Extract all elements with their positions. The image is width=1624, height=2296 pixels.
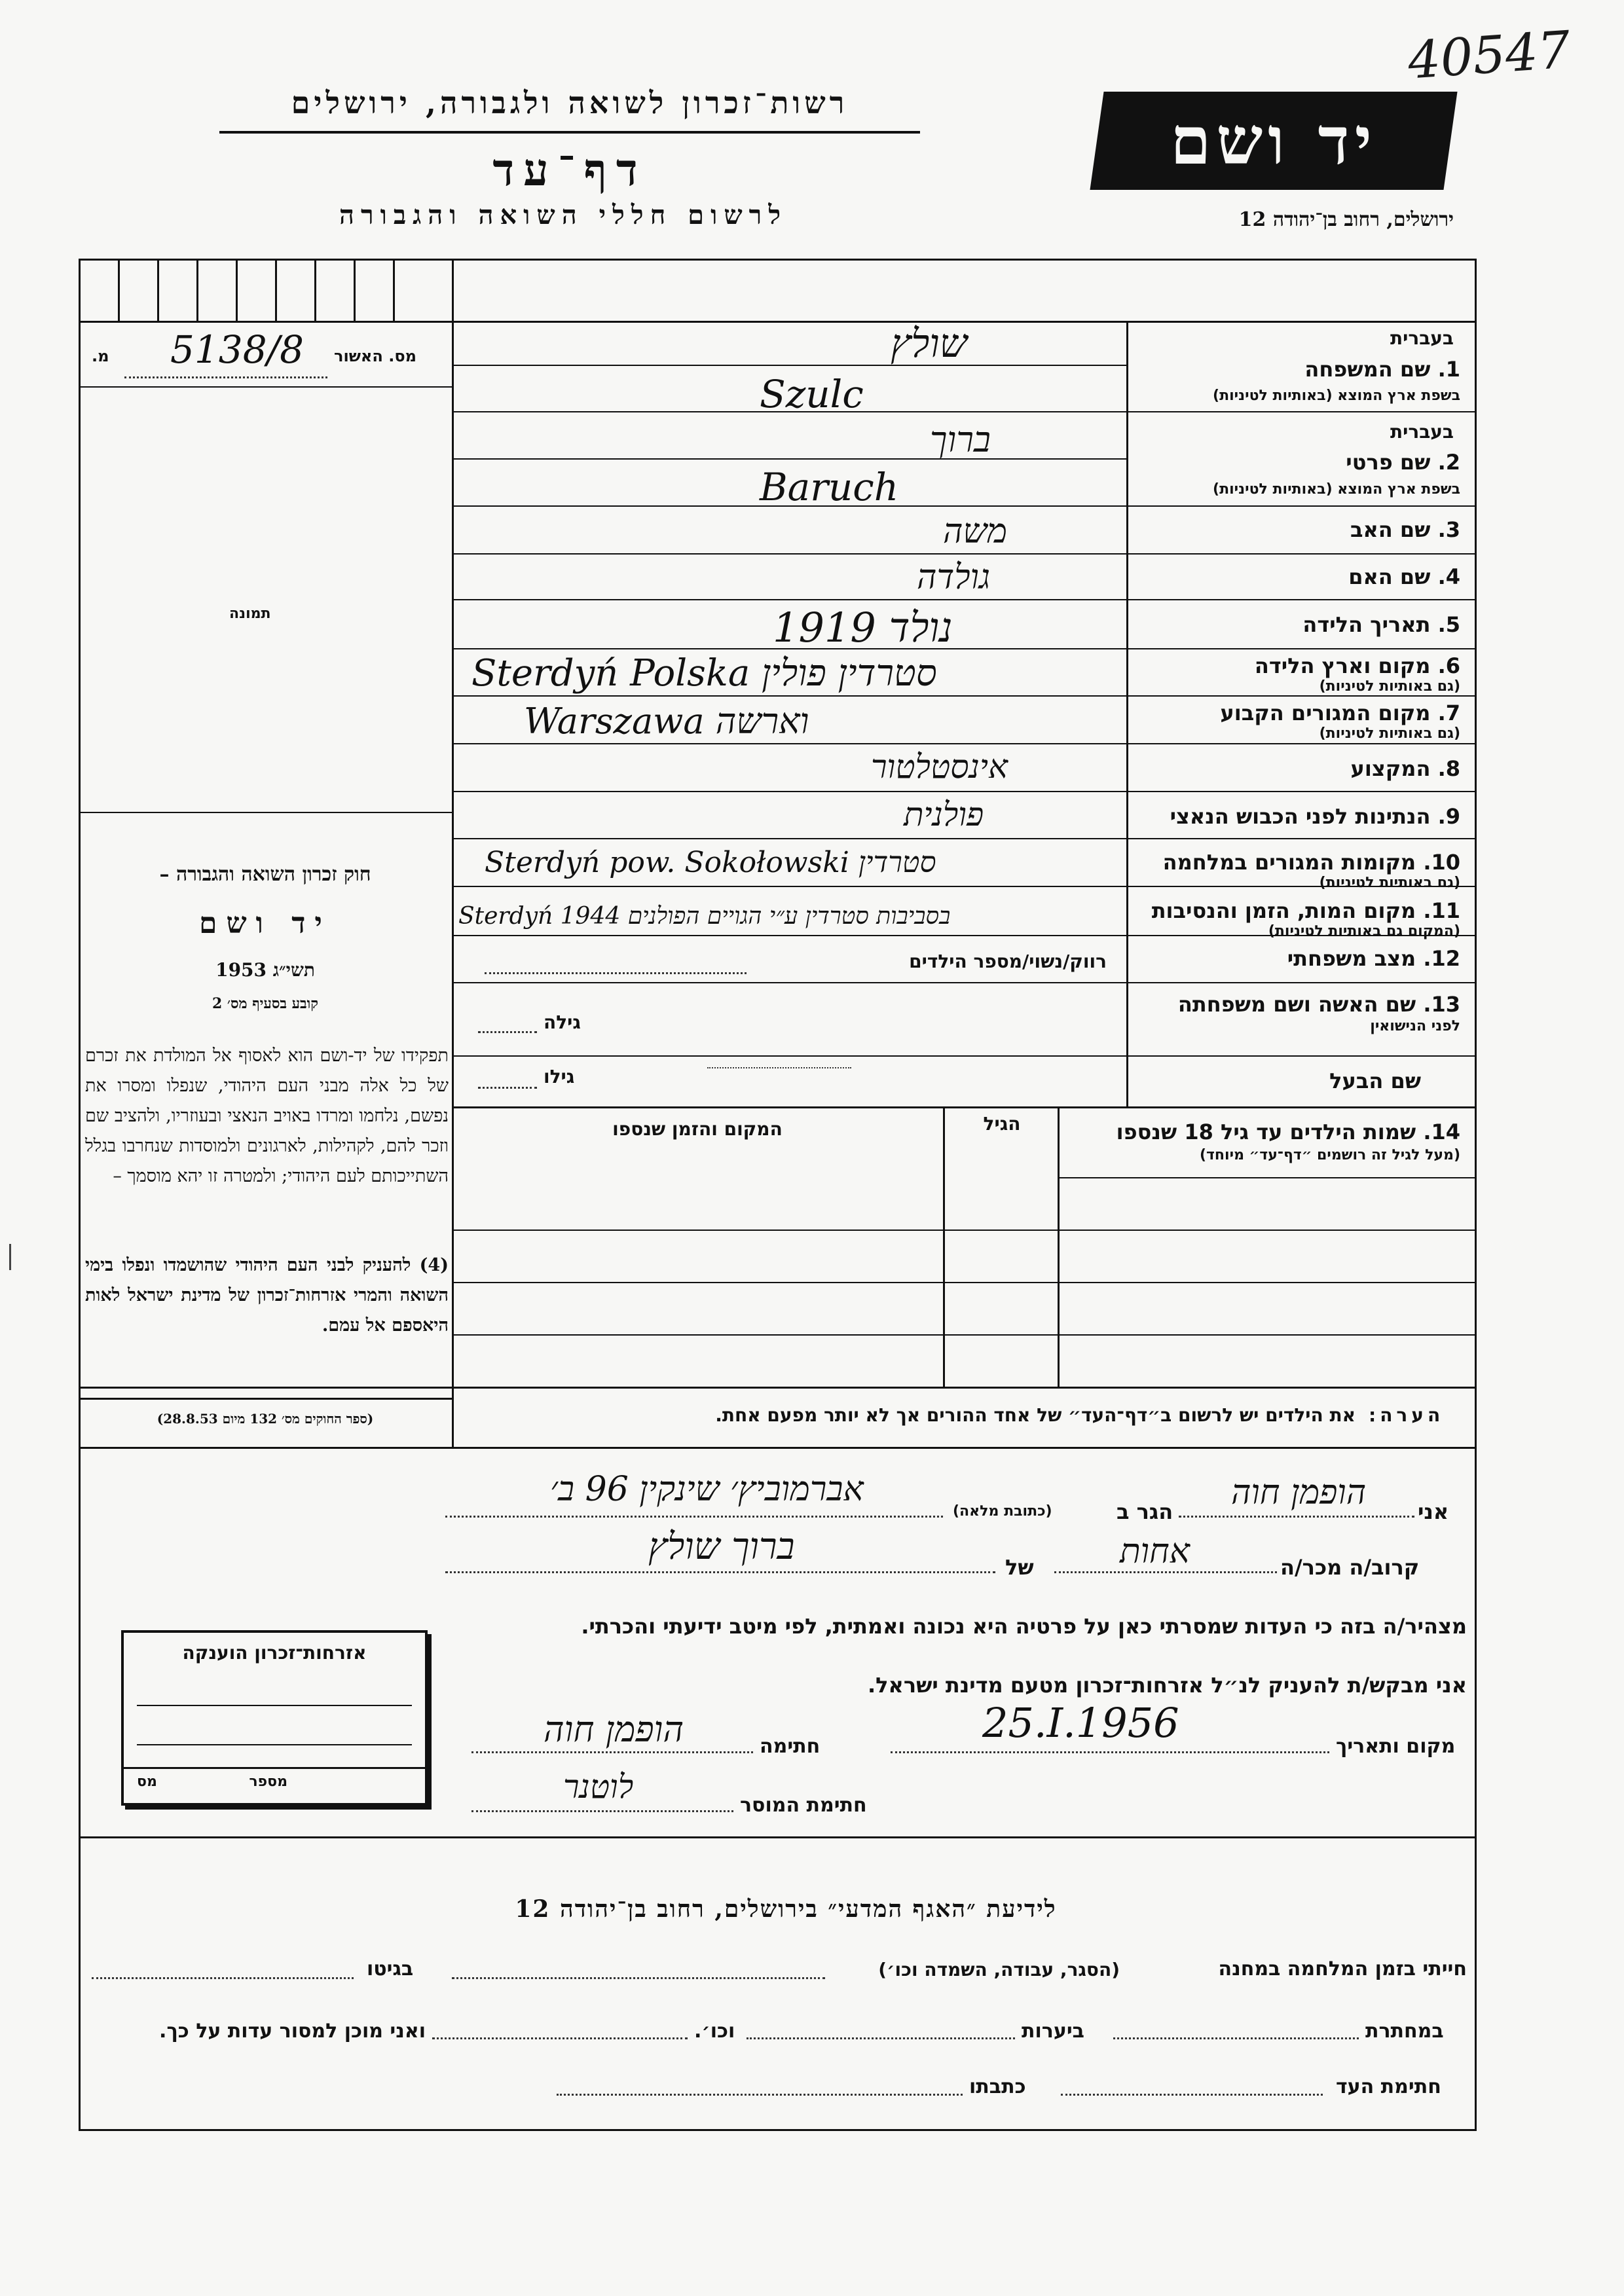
footer-underground-label: במחתרת: [1365, 2020, 1444, 2043]
field-7-value: Warszawa וארשה: [524, 701, 809, 742]
field-12-value: רווק/נשוי/מספר הילדים: [909, 951, 1107, 972]
field-1-label: 1. שם המשפחה: [1304, 357, 1460, 382]
declarant-ani: אני: [1418, 1499, 1449, 1524]
field-11-sublabel: (המקום גם באותיות לטיניות): [1268, 923, 1460, 939]
law-year: תשי״ג 1953: [215, 959, 315, 981]
field-3-value: משה: [943, 512, 1008, 551]
footer-camp-label: חייתי בזמן המלחמה במחנה: [1218, 1958, 1467, 1980]
field-13-sublabel: לפני הנישואין: [1370, 1018, 1460, 1034]
field-14-label: 14. שמות הילדים עד גיל 18 שנספו: [1116, 1120, 1460, 1144]
frame-left: [79, 259, 81, 2131]
husband-label: שם הבעל: [1329, 1068, 1421, 1093]
note-text: את הילדים יש לרשום ב״דף־העד״ של אחד ההורים אך לא יותר מפעם אחת.: [715, 1404, 1356, 1426]
field-6-value: Sterdyń Polska סטרדין פולין: [471, 652, 937, 695]
field-8-label: 8. המקצוע: [1350, 756, 1460, 781]
field-2-value-latin: Baruch: [760, 465, 899, 509]
field-9-label: 9. הנתינות לפני הכבוש הנאצי: [1170, 804, 1460, 829]
logo-text: יד ושם: [1170, 102, 1377, 179]
authority-line: רשות־זכרון לשואה ולגבורה, ירושלים: [291, 85, 849, 120]
approval-number: 5138/8: [170, 327, 304, 372]
note-label: הערה:: [1369, 1404, 1445, 1426]
field-2-sublabel: בשפת ארץ המוצא (באותיות לטיניות): [1213, 481, 1460, 498]
field-11-value: Sterdyń 1944 בסביבות סטרדין ע״י הגויים הפולנים: [458, 903, 951, 930]
place-date-label: מקום ותאריך: [1336, 1735, 1456, 1758]
field-13-age-label: גילה: [544, 1011, 581, 1033]
citizenship-number-prefix: מס: [137, 1774, 157, 1790]
archive-number: 40547: [1406, 20, 1572, 91]
place-date-value: 25.I.1956: [982, 1699, 1179, 1747]
relation-of-name: ברוך שולץ: [648, 1525, 795, 1568]
field-14-sublabel: (מעל לגיל זה רושמים ״דף־עד״ מיוחד): [1199, 1147, 1460, 1163]
authority-underline: [219, 131, 920, 134]
law-paragraph-1: תפקידו של יד-ושם הוא לאסוף אל המולדת את זכרם של כל אלה מבני העם היהודי, שנפלו ומסרו את נפשם, נלחמו ומרדו באויב הנאצי ובעוזריו, ולהציב שם וזכר להם, לקהילות, לארגונים ולמוסדות שנחרבו בגלל השתייכותם לעם היהודי; ולמטרה זו יהא מוסמך –: [85, 1046, 449, 1186]
field-4-value: גולדה: [917, 558, 991, 597]
yad-vashem-logo: [1090, 92, 1457, 190]
field-1-value-latin: Szulc: [760, 372, 864, 416]
photo-label: תמונה: [229, 606, 271, 622]
declaration-statement: מצהיר/ה בזה כי העדות שמסרתי כאן על פרטיה היא נכונה ואמתית, לפי מיטב ידיעתי והכרתי.: [581, 1614, 1467, 1639]
field-7-label: 7. מקום המגורים הקבוע: [1220, 701, 1460, 725]
field-2-lang-label: בעברית: [1390, 421, 1454, 443]
law-title: חוק זכרון השואה והגבורה –: [159, 863, 371, 886]
field-4-label: 4. שם האם: [1348, 564, 1460, 589]
footer-witness-signature-label: חתימת העד: [1336, 2075, 1441, 2098]
footer-etc: וכו׳.: [694, 2020, 735, 2043]
frame-top: [79, 259, 1477, 261]
declarant-residing-label: הגר ב: [1116, 1499, 1173, 1524]
field-12-label: 12. מצב משפחתי: [1287, 946, 1460, 971]
field-2-label: 2. שם פרטי: [1346, 450, 1460, 475]
children-place-header: המקום והזמן שנספו: [612, 1118, 783, 1140]
footer-address-label: כתבתו: [969, 2075, 1026, 2098]
field-1-lang-label: בעברית: [1390, 327, 1454, 349]
footer-testimony-offer: ואני מוכן למסור עדות על כך.: [159, 2020, 426, 2043]
law-clause: קובע בסעיף מס׳ 2: [212, 995, 319, 1012]
field-8-value: אינסטלטור: [871, 748, 1008, 786]
footer-forests-label: ביערות: [1022, 2020, 1084, 2043]
law-name: יד ושם: [199, 907, 331, 940]
form-title: דף־עד: [492, 144, 647, 196]
field-1-sublabel: בשפת ארץ המוצא (באותיות לטיניות): [1213, 388, 1460, 404]
footer-camp-hint: (הסגר, עבודה, השמדה וכו׳): [878, 1959, 1120, 1980]
approval-suffix: מ.: [92, 347, 109, 365]
signature-label: חתימה: [760, 1735, 821, 1758]
field-9-value: פולנית: [904, 795, 984, 833]
label-column-divider: [1126, 321, 1128, 1106]
relation-value: אחות: [1120, 1532, 1190, 1571]
collector-value: לוטנר: [563, 1768, 634, 1806]
field-6-sublabel: (גם באותיות לטיניות): [1319, 678, 1460, 695]
declarant-address: אברמוביץ׳ שינקין 96 ב׳: [550, 1470, 864, 1509]
field-1-value-hebrew: שולץ: [891, 321, 968, 367]
children-age-header: הגיל: [983, 1113, 1021, 1135]
husband-age-label: גילו: [544, 1066, 575, 1087]
signature-value: הופמן חוה: [544, 1709, 684, 1750]
citizenship-box: [121, 1630, 428, 1806]
footer-ghetto-label: בגיטו: [367, 1958, 414, 1980]
field-10-sublabel: (גם באותיות לטיניות): [1319, 875, 1460, 891]
frame-right: [1475, 259, 1477, 2131]
address: ירושלים, רחוב בן־יהודה 12: [1238, 208, 1454, 231]
law-citation: (ספר החוקים מס׳ 132 מיום 28.8.53): [157, 1411, 374, 1427]
field-13-label: 13. שם האשה ושם משפחתה: [1177, 992, 1460, 1017]
field-7-sublabel: (גם באותיות לטיניות): [1319, 725, 1460, 742]
citizenship-request: אני מבקש/ת להעניק לנ״ל אזרחות־זכרון מטעם מדינת ישראל.: [868, 1673, 1467, 1698]
field-5-value: 1919 נולד: [773, 604, 953, 651]
relation-of-label: של: [1005, 1555, 1034, 1580]
footer-heading: לידיעת ״האגף המדעי״ בירושלים, רחוב בן־יהודה 12: [515, 1895, 1057, 1923]
law-paragraph-2: (4) להעניק לבני העם היהודי שהושמדו ונפלו בימי השואה והמרי אזרחות־זכרון של מדינת ישראל לאות היאספם אל עמם.: [85, 1255, 449, 1336]
field-3-label: 3. שם האב: [1350, 517, 1460, 542]
declarant-address-hint: (כתובת מלאה): [953, 1503, 1052, 1520]
approval-label: מס. האשור: [334, 347, 416, 365]
collector-label: חתימת המוסר: [740, 1794, 867, 1817]
tick-row-bottom-left: [79, 321, 452, 323]
stray-mark: [9, 1244, 11, 1270]
field-11-label: 11. מקום המות, הזמן והנסיבות: [1151, 898, 1460, 923]
field-5-label: 5. תאריך הלידה: [1302, 612, 1460, 637]
field-10-label: 10. מקומות המגורים במלחמה: [1162, 850, 1460, 875]
field-10-value: Sterdyń pow. Sokołowski סטרדין: [485, 846, 936, 879]
left-column-divider: [452, 259, 454, 1447]
citizenship-number-label: מספר: [249, 1774, 287, 1790]
relation-label: קרוב/ה מכר/ה: [1280, 1555, 1420, 1580]
form-subtitle: לרשום חללי השואה והגבורה: [339, 200, 788, 230]
field-2-value-hebrew: ברוך: [930, 419, 991, 460]
citizenship-box-title: אזרחות־זכרון הוענקה: [182, 1642, 367, 1664]
field-6-label: 6. מקום וארץ הלידה: [1254, 653, 1460, 678]
declarant-name: הופמן חוה: [1231, 1473, 1367, 1512]
frame-bottom: [79, 2129, 1477, 2131]
